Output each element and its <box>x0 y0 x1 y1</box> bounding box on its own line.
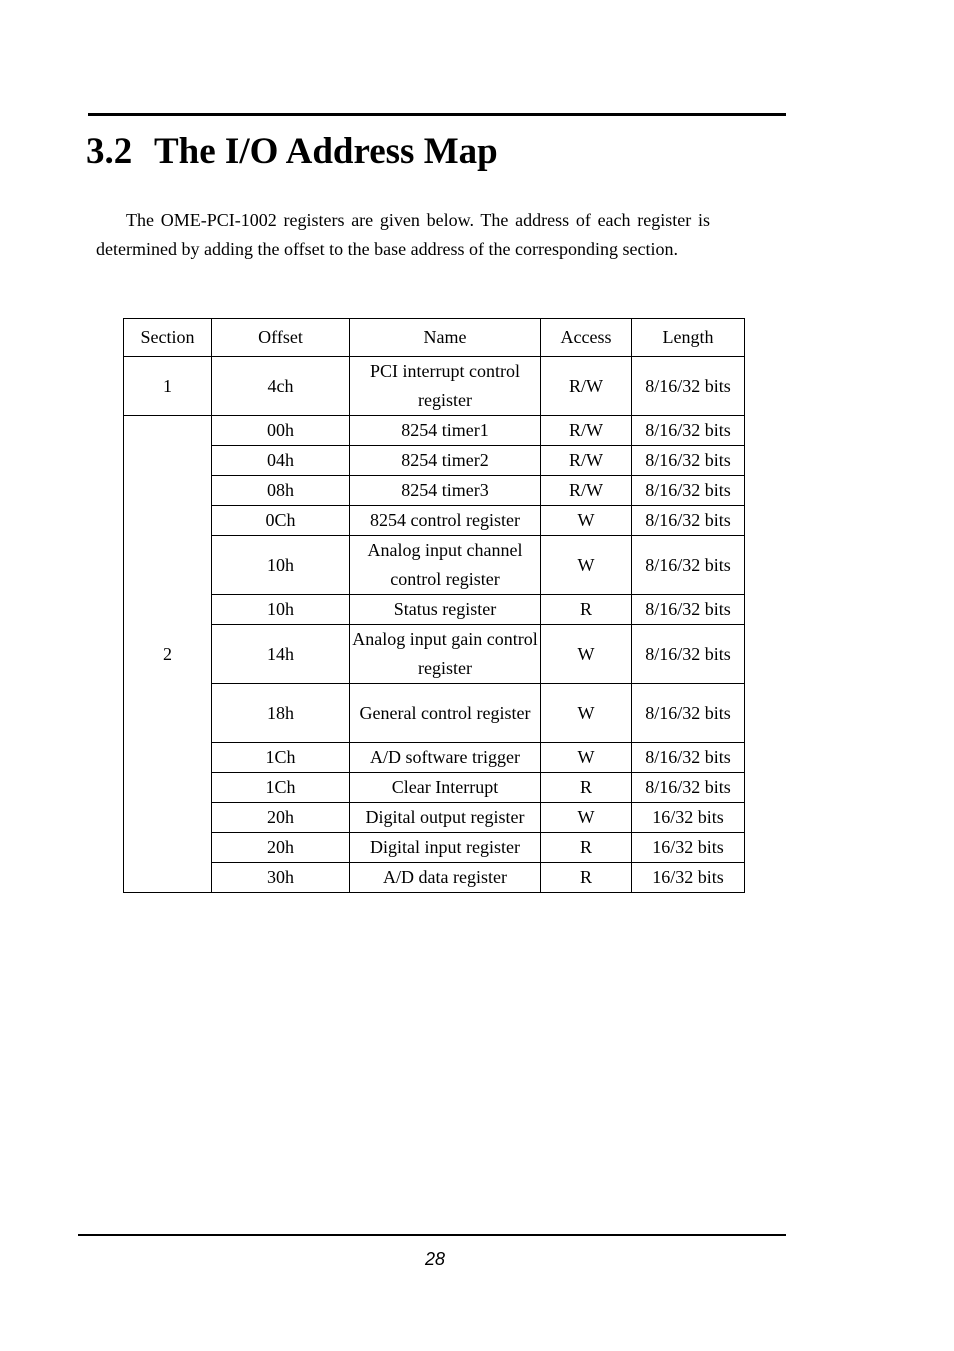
access-cell: R <box>541 863 632 893</box>
access-cell: R/W <box>541 476 632 506</box>
name-cell: 8254 timer1 <box>350 416 541 446</box>
offset-cell: 10h <box>212 595 350 625</box>
section-cell: 2 <box>124 416 212 893</box>
table-row <box>124 416 745 446</box>
offset-cell: 30h <box>212 863 350 893</box>
name-cell: A/D software trigger <box>350 743 541 773</box>
offset-cell: 20h <box>212 833 350 863</box>
length-cell: 8/16/32 bits <box>632 416 745 446</box>
table-row <box>124 536 745 595</box>
access-cell: W <box>541 625 632 684</box>
header-length: Length <box>632 319 745 357</box>
length-cell: 8/16/32 bits <box>632 743 745 773</box>
access-cell: W <box>541 684 632 743</box>
length-cell: 8/16/32 bits <box>632 536 745 595</box>
offset-cell: 1Ch <box>212 773 350 803</box>
access-cell: W <box>541 506 632 536</box>
offset-cell: 18h <box>212 684 350 743</box>
access-cell: R <box>541 595 632 625</box>
offset-cell: 04h <box>212 446 350 476</box>
name-cell: Analog input gain control register <box>350 625 541 684</box>
access-cell: W <box>541 536 632 595</box>
access-cell: W <box>541 803 632 833</box>
table-row <box>124 476 745 506</box>
header-offset: Offset <box>212 319 350 357</box>
header-name: Name <box>350 319 541 357</box>
offset-cell: 0Ch <box>212 506 350 536</box>
header-section: Section <box>124 319 212 357</box>
access-cell: R <box>541 773 632 803</box>
length-cell: 16/32 bits <box>632 863 745 893</box>
offset-cell: 14h <box>212 625 350 684</box>
access-cell: W <box>541 743 632 773</box>
name-cell: A/D data register <box>350 863 541 893</box>
name-cell: Status register <box>350 595 541 625</box>
access-cell: R/W <box>541 357 632 416</box>
table-row <box>124 595 745 625</box>
table-row <box>124 863 745 893</box>
length-cell: 8/16/32 bits <box>632 625 745 684</box>
offset-cell: 1Ch <box>212 743 350 773</box>
offset-cell: 10h <box>212 536 350 595</box>
length-cell: 16/32 bits <box>632 803 745 833</box>
length-cell: 8/16/32 bits <box>632 773 745 803</box>
table-row <box>124 506 745 536</box>
name-cell: 8254 timer3 <box>350 476 541 506</box>
header-access: Access <box>541 319 632 357</box>
table-row <box>124 833 745 863</box>
name-cell: General control register <box>350 684 541 743</box>
name-cell: Analog input channel control register <box>350 536 541 595</box>
table-header-row <box>124 319 745 357</box>
section-cell: 1 <box>124 357 212 416</box>
table-row <box>124 684 745 743</box>
length-cell: 16/32 bits <box>632 833 745 863</box>
offset-cell: 20h <box>212 803 350 833</box>
access-cell: R <box>541 833 632 863</box>
length-cell: 8/16/32 bits <box>632 595 745 625</box>
table-row <box>124 357 745 416</box>
length-cell: 8/16/32 bits <box>632 446 745 476</box>
name-cell: Clear Interrupt <box>350 773 541 803</box>
length-cell: 8/16/32 bits <box>632 476 745 506</box>
name-cell: Digital output register <box>350 803 541 833</box>
intro-paragraph: The OME-PCI-1002 registers are given below. The address of each register is determined by adding the offset to the base address of the corresponding section. <box>96 210 710 259</box>
footer-rule <box>78 1234 786 1236</box>
offset-cell: 00h <box>212 416 350 446</box>
section-heading <box>86 128 498 176</box>
access-cell: R/W <box>541 416 632 446</box>
page-number: 28 <box>424 1249 446 1269</box>
table-row <box>124 743 745 773</box>
table-row <box>124 803 745 833</box>
table-row <box>124 446 745 476</box>
top-rule <box>88 113 786 116</box>
table-row <box>124 625 745 684</box>
access-cell: R/W <box>541 446 632 476</box>
name-cell: Digital input register <box>350 833 541 863</box>
section-number: 3.2 <box>86 131 133 172</box>
offset-cell: 4ch <box>212 357 350 416</box>
register-table <box>123 318 745 893</box>
offset-cell: 08h <box>212 476 350 506</box>
name-cell: 8254 timer2 <box>350 446 541 476</box>
length-cell: 8/16/32 bits <box>632 684 745 743</box>
table-row <box>124 773 745 803</box>
length-cell: 8/16/32 bits <box>632 506 745 536</box>
name-cell: 8254 control register <box>350 506 541 536</box>
name-cell: PCI interrupt control register <box>350 357 541 416</box>
length-cell: 8/16/32 bits <box>632 357 745 416</box>
section-title: The I/O Address Map <box>154 131 498 172</box>
